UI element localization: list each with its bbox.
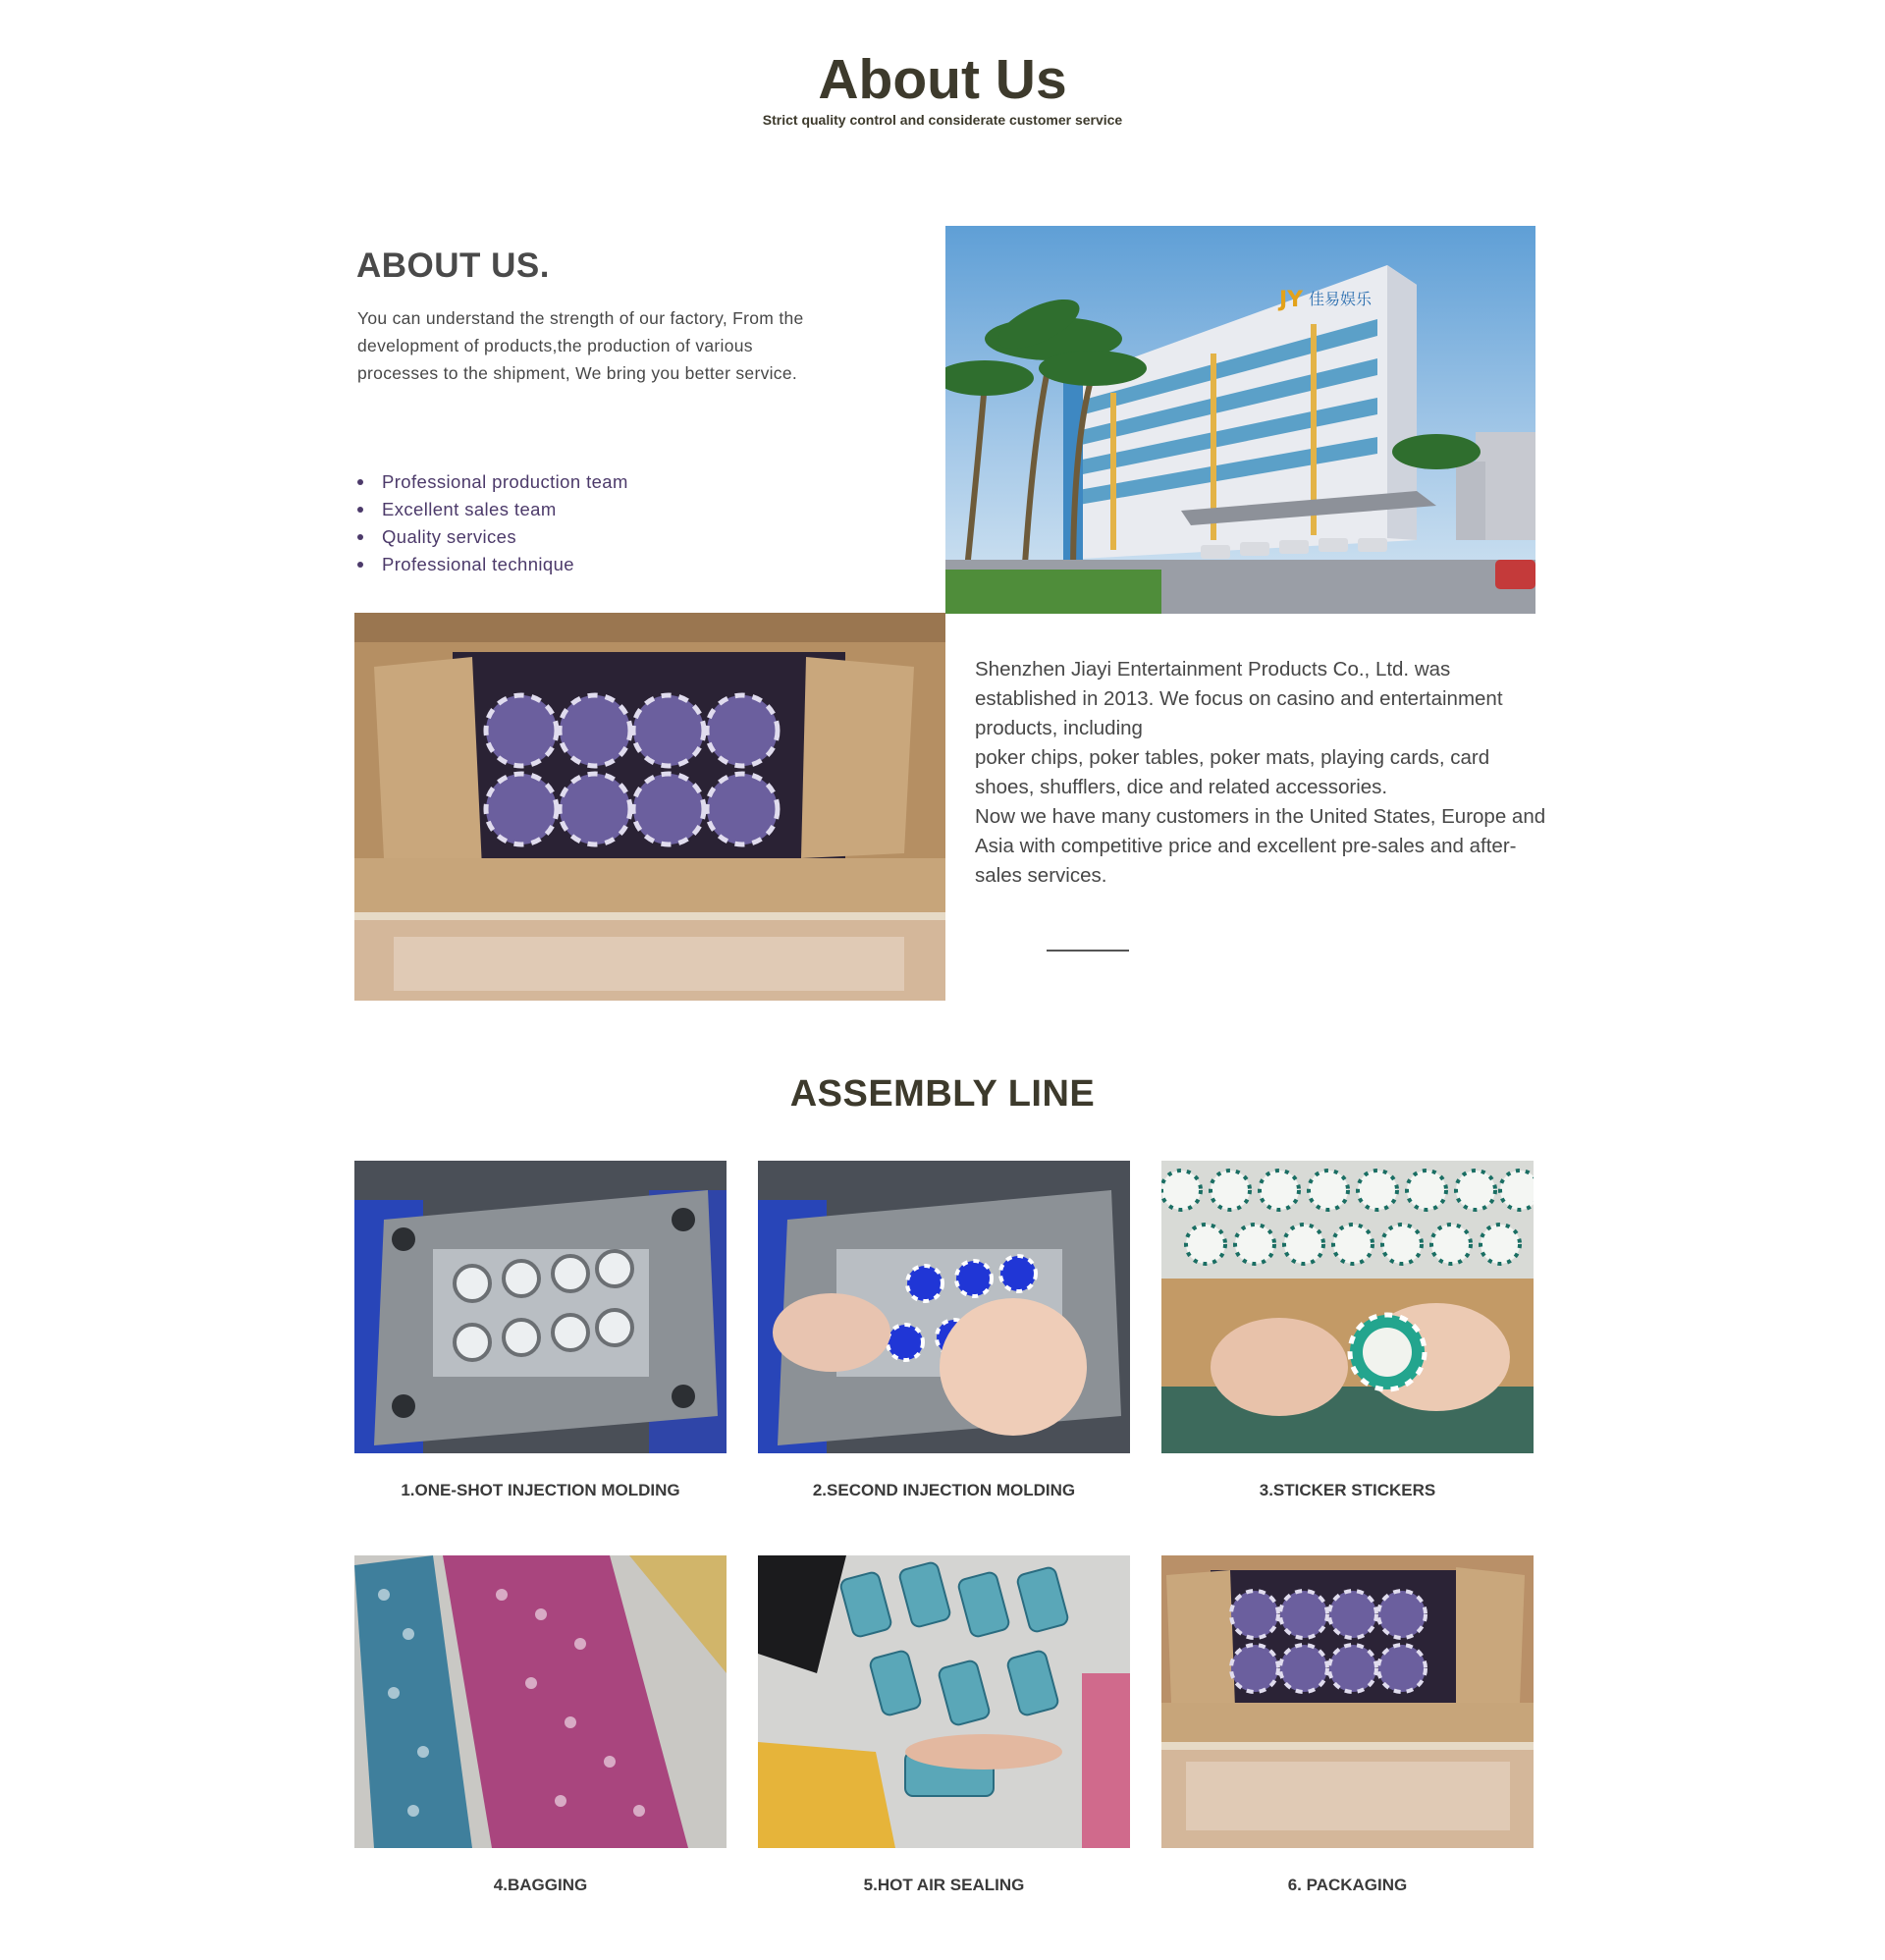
section-divider: [1047, 950, 1129, 952]
bullet-icon: [357, 479, 363, 485]
factory-building-image: [945, 226, 1535, 614]
step-image-second-injection: [758, 1161, 1130, 1453]
assembly-step: [1161, 1555, 1534, 1895]
bullet-icon: [357, 562, 363, 568]
about-intro-text: You can understand the strength of our factory, From the development of products,the production of various processes to the shipment, We bring you better service.: [357, 308, 804, 383]
feature-item: [357, 523, 628, 551]
assembly-step: [354, 1555, 727, 1895]
company-paragraph: Shenzhen Jiayi Entertainment Products Co., Ltd. was established in 2013. We focus on casino and entertainment products, including: [975, 658, 1503, 739]
step-caption: 4.BAGGING: [493, 1876, 588, 1894]
step-image-injection-molding: [354, 1161, 727, 1453]
feature-item: [357, 551, 628, 578]
assembly-step: [354, 1161, 727, 1500]
feature-label: Professional production team: [382, 471, 628, 492]
assembly-step: [758, 1555, 1130, 1895]
step-caption: 1.ONE-SHOT INJECTION MOLDING: [401, 1481, 680, 1499]
bullet-icon: [357, 507, 363, 513]
step-caption: 3.STICKER STICKERS: [1259, 1481, 1436, 1499]
step-caption: 2.SECOND INJECTION MOLDING: [812, 1481, 1076, 1499]
page-subtitle: Strict quality control and considerate customer service: [762, 112, 1123, 128]
assembly-line-title: ASSEMBLY LINE: [789, 1073, 1096, 1115]
company-paragraph: poker chips, poker tables, poker mats, playing cards, card shoes, shufflers, dice and related accessories.: [975, 746, 1490, 798]
about-heading: ABOUT US.: [356, 246, 550, 285]
step-image-bagging: [354, 1555, 727, 1848]
step-image-packaging: [1161, 1555, 1534, 1848]
step-caption: 5.HOT AIR SEALING: [863, 1876, 1025, 1894]
company-description: [975, 655, 1554, 891]
feature-item: [357, 496, 628, 523]
page-title: About Us: [818, 48, 1067, 111]
svg-text:JY: JY: [1279, 288, 1304, 312]
assembly-step: [758, 1161, 1130, 1500]
assembly-step: [1161, 1161, 1534, 1500]
feature-label: Professional technique: [382, 554, 574, 574]
bullet-icon: [357, 534, 363, 540]
feature-label: Quality services: [382, 526, 516, 547]
company-paragraph: Now we have many customers in the United States, Europe and Asia with competitive price and excellent pre-sales and after-sales services.: [975, 805, 1546, 887]
packaging-box-image: [354, 613, 945, 1001]
step-caption: 6. PACKAGING: [1287, 1876, 1408, 1894]
feature-list: [357, 468, 628, 578]
feature-item: [357, 468, 628, 496]
step-image-stickers: [1161, 1161, 1534, 1453]
step-image-hot-air-sealing: [758, 1555, 1130, 1848]
feature-label: Excellent sales team: [382, 499, 557, 519]
building-sign-text: 佳易娱乐: [1309, 290, 1373, 308]
